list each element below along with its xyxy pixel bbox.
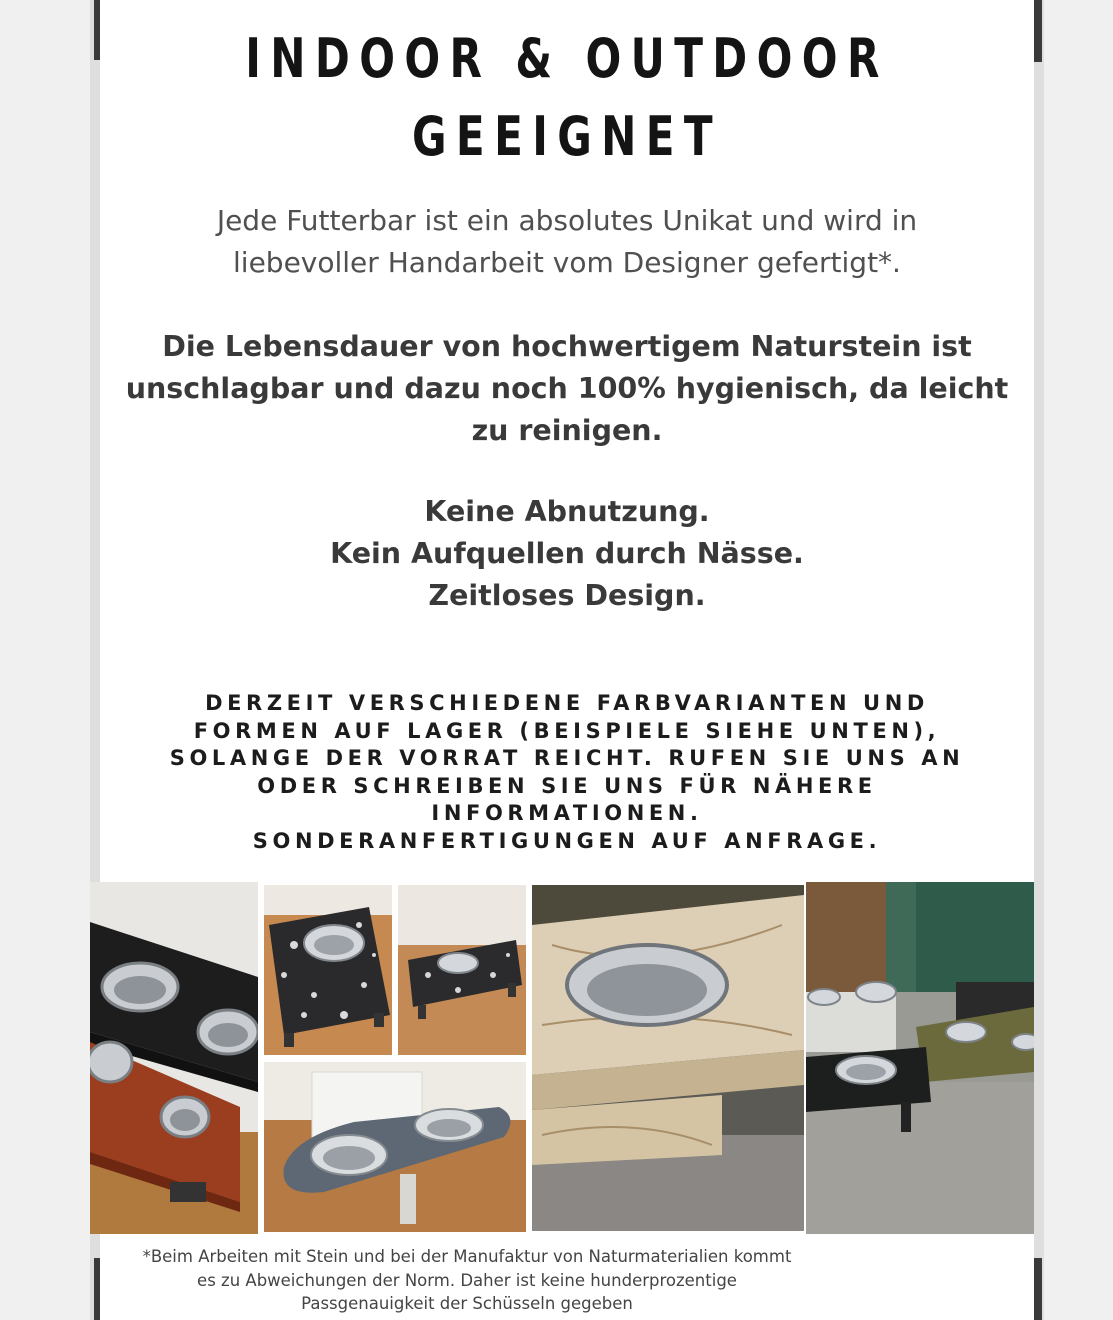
photo-grey-double-feeder [264,1062,526,1232]
photo-small-granite-feeder [398,885,526,1055]
stock-line-6: SONDERANFERTIGUNGEN AUF ANFRAGE. [252,828,882,853]
page-title [203,20,932,176]
intro-line-1: Jede Futterbar ist ein absolutes Unikat und wird in [216,204,918,237]
stock-line-3: SOLANGE DER VORRAT REICHT. RUFEN SIE UNS AN [169,746,965,770]
stock-line-1: DERZEIT VERSCHIEDENE FARBVARIANTEN UND [205,691,929,715]
durability-line-1: Die Lebensdauer von hochwertigem Naturstein ist [162,330,972,363]
benefit-item: Kein Aufquellen durch Nässe. [330,537,804,570]
footnote-line-1: *Beim Arbeiten mit Stein und bei der Manufaktur von Naturmaterialien kommt [142,1247,792,1266]
flyer-page [100,0,1034,1320]
page-edge-right [1034,0,1044,1320]
intro-paragraph [120,200,1014,284]
intro-line-2: liebevoller Handarbeit vom Designer gefertigt*. [233,246,901,279]
footnote [90,1245,844,1316]
product-photo-collage [100,882,1034,1234]
durability-line-3: zu reinigen. [471,414,663,447]
benefit-item: Zeitloses Design. [428,579,706,612]
benefit-item: Keine Abnutzung. [424,495,710,528]
title-line-1: INDOOR & OUTDOOR [245,27,889,90]
photo-granite-feeder [264,885,392,1055]
durability-paragraph [108,326,1026,452]
footnote-line-2: es zu Abweichungen der Norm. Daher ist keine hunderprozentige [197,1270,737,1290]
title-line-2: GEEIGNET [411,105,723,168]
photo-black-wood-feeders [90,882,258,1234]
footnote-line-3: Passgenauigkeit der Schüsseln gegeben [301,1294,633,1313]
stock-line-4: ODER SCHREIBEN SIE UNS FÜR NÄHERE [257,773,877,798]
benefits-list [100,491,1034,617]
stock-line-5: INFORMATIONEN. [431,801,703,825]
durability-line-2: unschlagbar und dazu noch 100% hygienisch, da leicht [125,372,1009,405]
photo-outdoor-feeders [806,882,1034,1234]
stock-line-2: FORMEN AUF LAGER (BEISPIELE SIEHE UNTEN), [193,718,941,743]
photo-sandstone-feeder [532,885,804,1231]
stock-notice [120,690,1014,855]
